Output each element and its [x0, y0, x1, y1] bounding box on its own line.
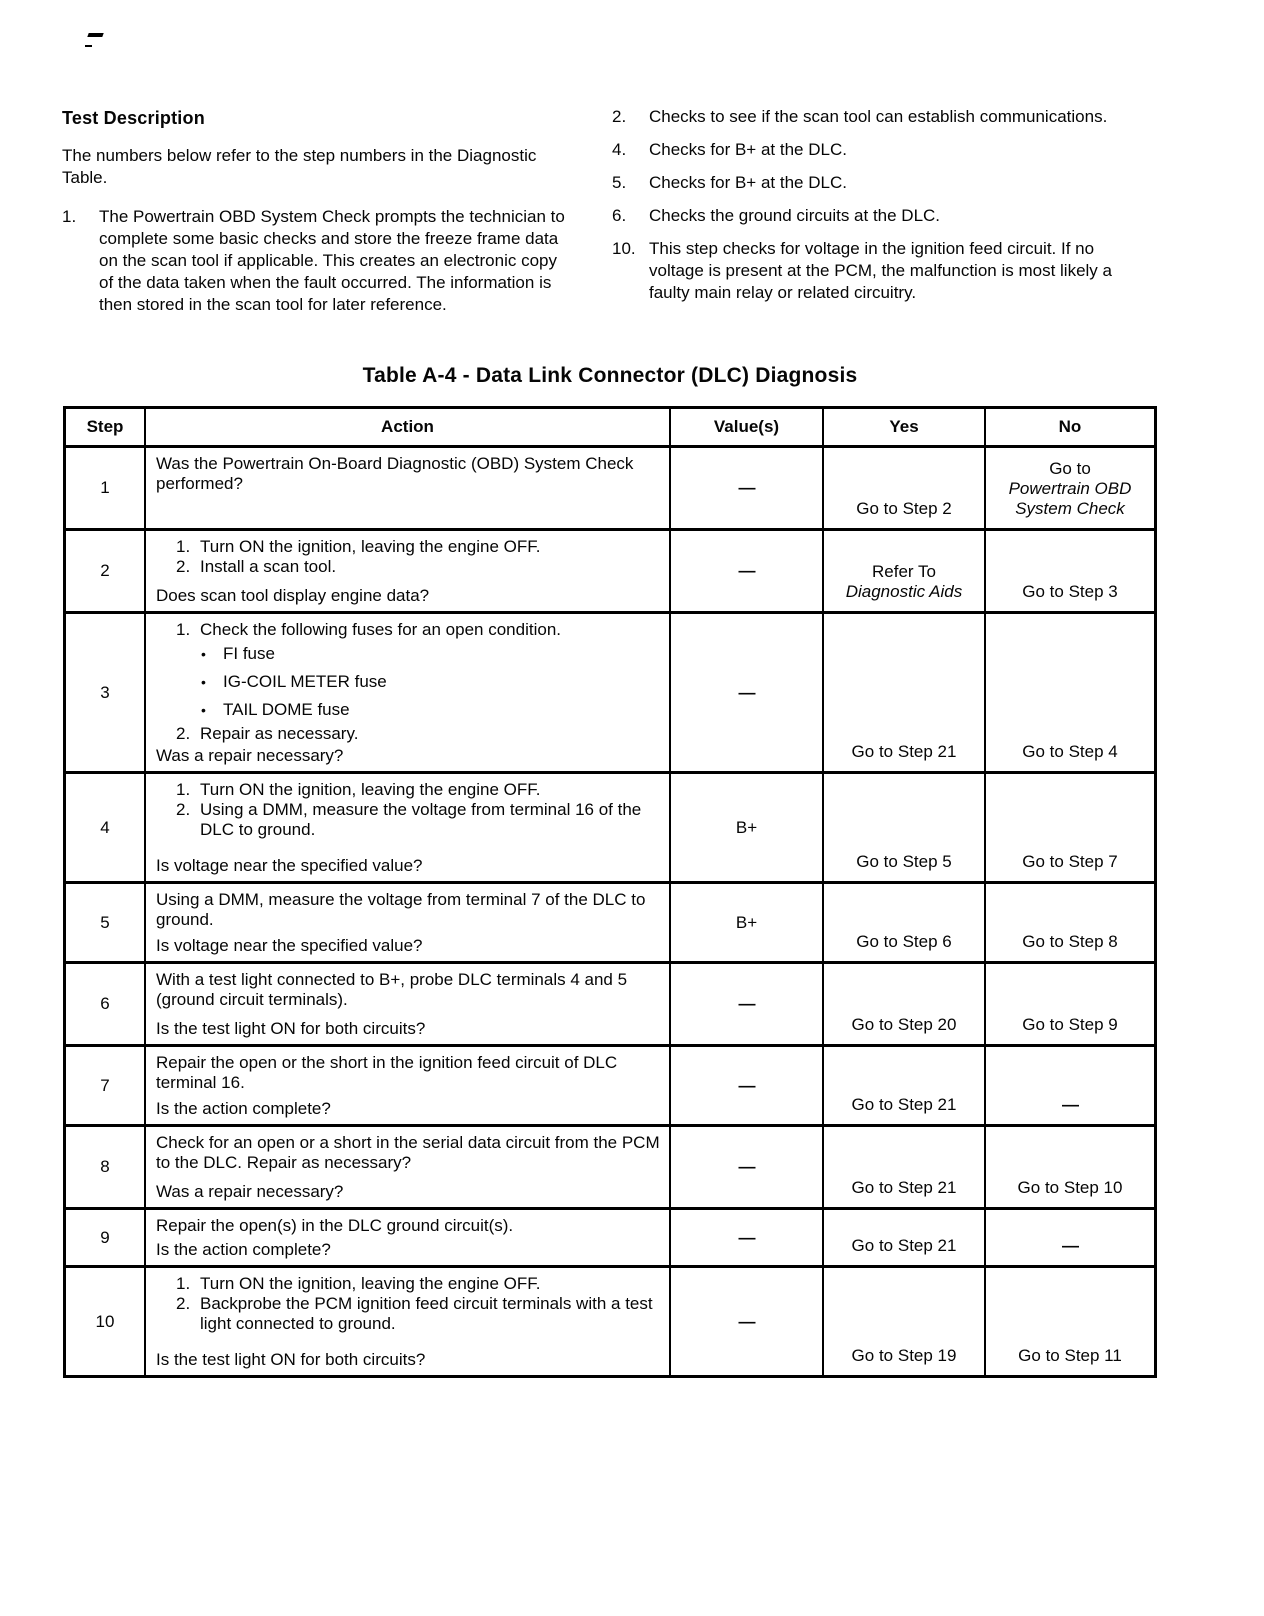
column-header-values: Value(s) [669, 409, 822, 445]
no-cell [984, 448, 1154, 528]
goto-text: Go to Step 3 [1022, 582, 1118, 601]
no-cell [984, 774, 1154, 881]
step-cell: 8 [100, 1157, 110, 1176]
action-cell [144, 1210, 669, 1265]
item-number: 5. [612, 173, 627, 192]
item-number: 10. [612, 239, 636, 258]
action-items [156, 890, 663, 930]
bullet-icon: • [201, 646, 206, 662]
goto-text: Go to [1049, 459, 1091, 478]
step-cell: 6 [100, 994, 110, 1013]
test-description-item [612, 205, 1114, 227]
action-numbered-item [176, 557, 663, 577]
item-text: The Powertrain OBD System Check prompts the technician to complete some basic checks and store the freeze frame data on the scan tool if applicable. This creates an electronic copy of the data taken when the fault occurred. The information is then stored in the scan tool for later reference. [99, 207, 565, 314]
no-cell [984, 1127, 1154, 1207]
column-header-step: Step [86, 417, 124, 436]
action-question: Is the test light ON for both circuits? [156, 1350, 426, 1369]
goto-text: Go to Step 21 [851, 1178, 957, 1197]
table-row [66, 1265, 1154, 1375]
goto-text: Go to Step 5 [856, 852, 952, 871]
value-text: — [738, 1311, 755, 1331]
yes-cell [822, 884, 984, 961]
value-cell [669, 1210, 822, 1265]
action-item-text: Check the following fuses for an open condition. [200, 620, 562, 639]
action-question: Was a repair necessary? [156, 1182, 344, 1201]
test-description-right-column [612, 106, 1114, 315]
item-text: This step checks for voltage in the ignition feed circuit. If no voltage is present at the PCM, the malfunction is most likely a faulty main relay or related circuitry. [649, 239, 1112, 302]
yes-cell [822, 1127, 984, 1207]
action-items [156, 970, 663, 1010]
item-text: Checks to see if the scan tool can establish communications. [649, 107, 1108, 126]
action-numbered-item [176, 537, 663, 557]
goto-text: Go to Step 19 [851, 1346, 957, 1365]
no-cell [984, 884, 1154, 961]
action-items [156, 537, 663, 577]
value-text: — [738, 682, 755, 702]
goto-text: Diagnostic Aids [845, 582, 963, 601]
action-cell [144, 884, 669, 961]
table-row [66, 961, 1154, 1044]
action-item-number: 1. [176, 537, 191, 556]
step-cell: 10 [95, 1311, 115, 1331]
action-item-number: 2. [176, 557, 191, 576]
action-cell [144, 1268, 669, 1375]
action-question: Is the test light ON for both circuits? [156, 1019, 426, 1038]
goto-text: Go to Step 6 [856, 932, 952, 951]
value-text: B+ [735, 912, 758, 932]
goto-text: Go to Step 11 [1018, 1346, 1122, 1365]
goto-text: Refer To [872, 562, 936, 581]
action-question: Does scan tool display engine data? [156, 586, 430, 605]
table-header-row [66, 409, 1154, 448]
step-cell: 2 [100, 561, 110, 580]
value-cell [669, 1047, 822, 1124]
table-row [66, 1044, 1154, 1124]
action-cell [144, 531, 669, 611]
step-cell: 4 [100, 817, 110, 837]
yes-cell [822, 964, 984, 1044]
value-text: — [738, 994, 755, 1013]
value-cell [669, 448, 822, 528]
step-cell: 1 [100, 478, 110, 497]
test-description-list-left [62, 206, 570, 316]
action-item-text: FI fuse [223, 644, 275, 663]
goto-text: Go to Step 10 [1017, 1178, 1123, 1197]
action-numbered-item [176, 1294, 663, 1334]
action-item-text: Turn ON the ignition, leaving the engine OFF. [200, 780, 541, 799]
action-question: Is the action complete? [156, 1099, 331, 1118]
yes-cell [822, 448, 984, 528]
no-cell [984, 964, 1154, 1044]
action-item-text: Install a scan tool. [200, 557, 337, 576]
value-text: B+ [735, 817, 758, 837]
column-header-yes: Yes [822, 409, 984, 445]
no-cell [984, 1210, 1154, 1265]
action-item-text: Backprobe the PCM ignition feed circuit terminals with a test light connected to ground. [200, 1294, 653, 1333]
yes-cell [822, 531, 984, 611]
scan-artifact-mark [85, 45, 92, 47]
table-body [66, 448, 1154, 1375]
yes-cell [822, 614, 984, 771]
action-question: Is the action complete? [156, 1240, 331, 1259]
step-cell: 3 [100, 682, 110, 702]
action-question: Is voltage near the specified value? [156, 856, 423, 875]
value-text: — [738, 1157, 755, 1176]
test-description-item [612, 139, 1114, 161]
section-heading: Test Description [62, 108, 205, 128]
test-description-left-column [62, 108, 570, 327]
bullet-icon: • [201, 674, 206, 690]
table-row [66, 1124, 1154, 1207]
value-cell [669, 1127, 822, 1207]
action-numbered-item [176, 724, 663, 744]
item-number: 2. [612, 107, 627, 126]
bullet-icon: • [201, 702, 206, 718]
goto-text: Go to Step 21 [851, 742, 957, 761]
value-cell [669, 884, 822, 961]
item-text: Checks the ground circuits at the DLC. [649, 206, 941, 225]
intro-paragraph: The numbers below refer to the step numbers in the Diagnostic Table. [62, 146, 537, 187]
value-cell [669, 964, 822, 1044]
item-number: 6. [612, 206, 627, 225]
item-text: Checks for B+ at the DLC. [649, 140, 847, 159]
value-text: — [738, 478, 755, 497]
table-row [66, 881, 1154, 961]
value-cell [669, 531, 822, 611]
test-description-item [612, 106, 1114, 128]
action-question: Was a repair necessary? [156, 746, 344, 765]
goto-text: Go to Step 21 [851, 1095, 957, 1114]
action-item-text: IG-COIL METER fuse [223, 672, 387, 691]
action-text: Was the Powertrain On-Board Diagnostic (OBD) System Check performed? [156, 454, 634, 493]
scan-artifact [88, 33, 103, 47]
goto-text: Go to Step 9 [1022, 1015, 1118, 1034]
goto-text: — [1062, 1095, 1078, 1114]
action-cell [144, 448, 669, 528]
action-item-text: TAIL DOME fuse [223, 700, 350, 719]
action-cell [144, 1047, 669, 1124]
no-cell [984, 1268, 1154, 1375]
goto-text: Go to Step 20 [851, 1015, 957, 1034]
step-cell: 9 [100, 1227, 110, 1247]
value-cell [669, 614, 822, 771]
table-row [66, 1207, 1154, 1265]
action-item-number: 2. [176, 1294, 191, 1313]
step-cell: 5 [100, 912, 110, 932]
action-item-number: 2. [176, 800, 191, 819]
test-description-list-right [612, 106, 1114, 304]
action-items [156, 1053, 663, 1093]
action-text: Using a DMM, measure the voltage from terminal 7 of the DLC to ground. [156, 890, 646, 929]
action-cell [144, 774, 669, 881]
no-cell [984, 531, 1154, 611]
value-cell [669, 774, 822, 881]
yes-cell [822, 774, 984, 881]
value-text: — [738, 1227, 755, 1247]
action-text: With a test light connected to B+, probe DLC terminals 4 and 5 (ground circuit terminals). [156, 970, 628, 1009]
action-numbered-item [176, 800, 663, 840]
goto-text: Powertrain OBD [1008, 479, 1132, 498]
action-numbered-item [176, 780, 663, 800]
table-row [66, 448, 1154, 528]
value-text: — [738, 561, 755, 580]
goto-text: — [1062, 1236, 1078, 1255]
table-row [66, 528, 1154, 611]
action-item-number: 2. [176, 724, 191, 743]
column-header-action: Action [144, 409, 669, 445]
diagnostic-table [63, 406, 1157, 1378]
action-item-text: Turn ON the ignition, leaving the engine OFF. [200, 1274, 541, 1293]
test-description-item [62, 206, 570, 316]
action-items [156, 1274, 663, 1334]
goto-text: Go to Step 7 [1022, 852, 1118, 871]
action-item-text: Using a DMM, measure the voltage from terminal 16 of the DLC to ground. [200, 800, 642, 839]
action-cell [144, 614, 669, 771]
no-cell [984, 614, 1154, 771]
item-number: 4. [612, 140, 627, 159]
table-row [66, 611, 1154, 771]
action-item-number: 1. [176, 1274, 191, 1293]
table-row [66, 771, 1154, 881]
yes-cell [822, 1210, 984, 1265]
value-text: — [738, 1075, 755, 1095]
action-item-text: Repair as necessary. [200, 724, 359, 743]
action-text: Repair the open or the short in the ignition feed circuit of DLC terminal 16. [156, 1053, 618, 1092]
test-description-item [612, 172, 1114, 194]
action-numbered-item [176, 620, 663, 640]
goto-text: Go to Step 8 [1022, 932, 1118, 951]
value-cell [669, 1268, 822, 1375]
action-items [156, 780, 663, 840]
action-cell [144, 964, 669, 1044]
action-text: Repair the open(s) in the DLC ground circuit(s). [156, 1216, 514, 1235]
action-bullet-item [201, 668, 663, 696]
goto-text: System Check [1015, 499, 1125, 518]
item-number: 1. [62, 207, 77, 226]
goto-text: Go to Step 2 [856, 499, 952, 518]
action-bullet-item [201, 696, 663, 724]
table-title: Table A-4 - Data Link Connector (DLC) Diagnosis [362, 364, 858, 387]
action-item-number: 1. [176, 620, 191, 639]
yes-cell [822, 1268, 984, 1375]
action-cell [144, 1127, 669, 1207]
action-item-number: 1. [176, 780, 191, 799]
no-cell [984, 1047, 1154, 1124]
yes-cell [822, 1047, 984, 1124]
scan-artifact-mark [87, 33, 103, 37]
action-items [156, 454, 663, 494]
action-numbered-item [176, 1274, 663, 1294]
action-items [156, 620, 663, 744]
action-items [156, 1133, 663, 1173]
action-bullet-item [201, 640, 663, 668]
action-items [156, 1216, 663, 1236]
action-item-text: Turn ON the ignition, leaving the engine OFF. [200, 537, 541, 556]
action-text: Check for an open or a short in the serial data circuit from the PCM to the DLC. Repair as necessary? [156, 1133, 660, 1172]
goto-text: Go to Step 4 [1022, 742, 1118, 761]
column-header-no: No [984, 409, 1154, 445]
step-cell: 7 [100, 1075, 110, 1095]
test-description-item [612, 238, 1114, 304]
action-question: Is voltage near the specified value? [156, 936, 423, 955]
item-text: Checks for B+ at the DLC. [649, 173, 847, 192]
goto-text: Go to Step 21 [851, 1236, 957, 1255]
